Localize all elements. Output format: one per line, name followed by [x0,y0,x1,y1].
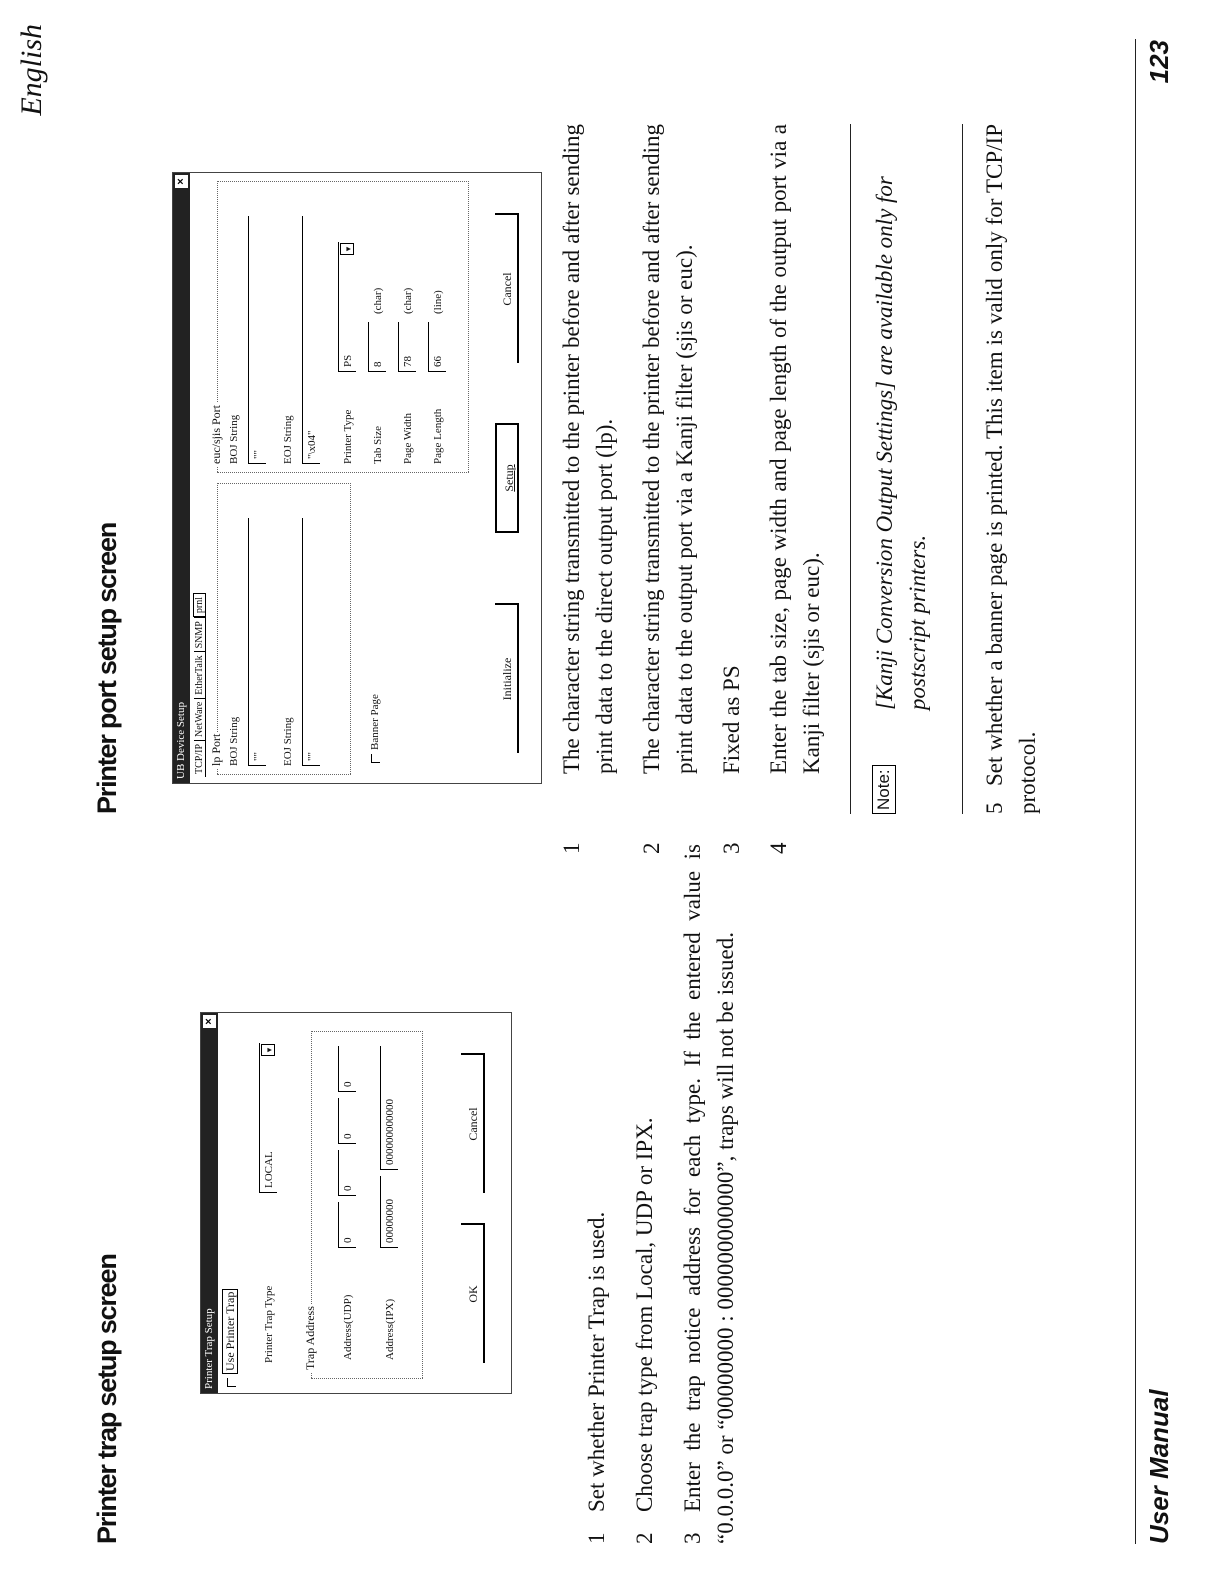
page-length-value: 66 [432,356,444,367]
ipx-node-value: 000000000000 [384,1099,396,1165]
udp-octet-3-value: 0 [342,1133,354,1139]
euc-eoj-input[interactable] [302,216,320,464]
left-item-2-text: Choose trap type from Local, UDP or IPX. [632,1117,657,1512]
checkbox-icon [371,754,380,763]
tab-tcpip[interactable]: TCP/IP [194,740,205,777]
trap-type-select[interactable] [259,1043,277,1193]
right-item-5-text: Set whether a banner page is printed. This item is valid only for TCP/IP protocol. [982,124,1040,814]
euc-boj-label: BOJ String [228,414,240,464]
footer-rule [1135,39,1136,1544]
right-item-5 [978,124,1044,814]
page-length-label: Page Length [432,408,444,464]
right-item-5-number: 5 [982,802,1007,814]
cancel-button[interactable]: Cancel [495,213,519,363]
right-heading: Printer port setup screen [92,522,122,814]
udp-octet-4-value: 0 [342,1081,354,1087]
left-item-2 [628,844,661,1544]
close-icon[interactable]: × [175,175,188,188]
trap-address-legend: Trap Address [303,1306,317,1370]
page-width-unit: (char) [402,287,414,314]
ipx-label: Address(IPX) [384,1298,396,1360]
banner-page-label: Banner Page [369,694,381,750]
udp-octet-2-value: 0 [342,1185,354,1191]
printer-type-select[interactable] [338,242,356,372]
note-block [868,124,934,814]
language-label: English [15,24,48,116]
right-item-2-number: 2 [639,842,664,854]
left-item-3-number: 3 [680,1532,705,1544]
lp-eoj-label: EOJ String [282,717,294,766]
printer-port-dialog-titlebar [173,173,190,783]
right-item-3-number: 3 [719,842,744,854]
udp-octet-2[interactable] [338,1150,356,1196]
printer-trap-dialog-title: Printer Trap Setup [203,1308,215,1389]
udp-octet-4[interactable] [338,1046,356,1092]
tab-bar [193,593,206,777]
initialize-button[interactable]: Initialize [495,603,519,753]
left-item-1-text: Set whether Printer Trap is used. [584,1211,609,1512]
checkbox-icon [227,1378,236,1387]
note-badge: Note: [872,765,896,814]
ipx-network-input[interactable] [380,1176,398,1248]
euc-eoj-label: EOJ String [282,415,294,464]
right-item-4 [762,124,828,854]
printer-type-value: PS [342,354,354,367]
tab-snmp[interactable]: SNMP [194,617,205,651]
right-item-list [555,124,828,854]
udp-label: Address(UDP) [342,1294,354,1360]
right-item-2 [635,124,701,854]
chevron-down-icon: ▾ [340,243,354,255]
left-item-3-text: Enter the trap notice address for each type. If the entered value is “0.0.0.0” or “00000000 : 000000000000”, traps will not be issued. [680,844,738,1544]
printer-trap-dialog-titlebar [201,1013,218,1393]
lp-boj-input[interactable] [248,518,266,766]
lp-eoj-value: "" [306,752,318,761]
trap-type-value: LOCAL [263,1151,275,1188]
tab-size-input[interactable] [368,322,386,372]
page-width-input[interactable] [398,322,416,372]
trap-type-label: Printer Trap Type [263,1285,275,1363]
chevron-down-icon: ▾ [261,1044,275,1056]
right-item-3-text: Fixed as PS [719,665,744,774]
page-width-label: Page Width [402,413,414,464]
ok-button[interactable]: OK [461,1223,485,1363]
printer-port-dialog [172,172,542,784]
left-item-list [580,844,742,1544]
right-item-1 [555,124,621,854]
ipx-network-value: 00000000 [384,1199,396,1243]
cancel-button[interactable]: Cancel [461,1053,485,1193]
right-item-4-text: Enter the tab size, page width and page length of the output port via a Kanji filter (sjis or euc). [766,124,824,774]
use-printer-trap-label: Use Printer Trap [222,1289,238,1374]
udp-octet-3[interactable] [338,1098,356,1144]
tab-size-value: 8 [372,361,384,367]
left-item-3 [676,844,742,1544]
printer-type-label: Printer Type [342,409,354,464]
right-item-3 [715,124,748,854]
lp-boj-value: "" [252,752,264,761]
printer-trap-dialog [200,1012,512,1394]
euc-eoj-value: "\x04" [306,430,318,459]
setup-button[interactable]: Setup [495,423,519,533]
note-text: [Kanji Conversion Output Settings] are available only for postscript printers. [872,176,930,710]
right-item-1-number: 1 [559,842,584,854]
banner-page-checkbox[interactable] [369,694,381,763]
tab-netware[interactable]: NetWare [194,698,205,740]
right-item-1-text: The character string transmitted to the printer before and after sending print data to the direct output port (lp). [559,124,617,774]
euc-sjis-port-legend: euc/sjis Port [209,405,223,464]
use-printer-trap-checkbox[interactable] [223,1289,238,1387]
lp-port-group [209,483,351,775]
left-item-2-number: 2 [632,1532,657,1544]
tab-ethertalk[interactable]: EtherTalk [194,651,205,697]
right-item-4-number: 4 [766,842,791,854]
euc-sjis-port-group [209,181,469,473]
tab-prnl[interactable]: prnl [193,593,205,617]
left-item-1 [580,844,613,1544]
page-width-value: 78 [402,356,414,367]
page-length-unit: (line) [432,290,444,314]
left-item-1-number: 1 [584,1532,609,1544]
right-item-2-text: The character string transmitted to the printer before and after sending print data to the output port via a Kanji filter (sjis or euc). [639,124,697,774]
lp-port-legend: lp Port [209,733,223,766]
left-heading: Printer trap setup screen [92,1254,122,1544]
tab-size-unit: (char) [372,287,384,314]
tab-size-label: Tab Size [372,425,384,464]
lp-boj-label: BOJ String [228,716,240,766]
euc-boj-value: "" [252,450,264,459]
footer-manual-title: User Manual [1144,1389,1174,1544]
printer-port-dialog-title: UB Device Setup [175,702,187,779]
udp-octet-1[interactable] [338,1202,356,1248]
close-icon[interactable]: × [203,1015,216,1028]
note-bottom-rule [962,124,963,814]
euc-boj-input[interactable] [248,216,266,464]
note-top-rule [850,124,851,814]
udp-octet-1-value: 0 [342,1237,354,1243]
lp-eoj-input[interactable] [302,518,320,766]
page-length-input[interactable] [428,322,446,372]
trap-address-group [303,1031,423,1379]
page-number: 123 [1144,40,1174,84]
ipx-node-input[interactable] [380,1046,398,1170]
